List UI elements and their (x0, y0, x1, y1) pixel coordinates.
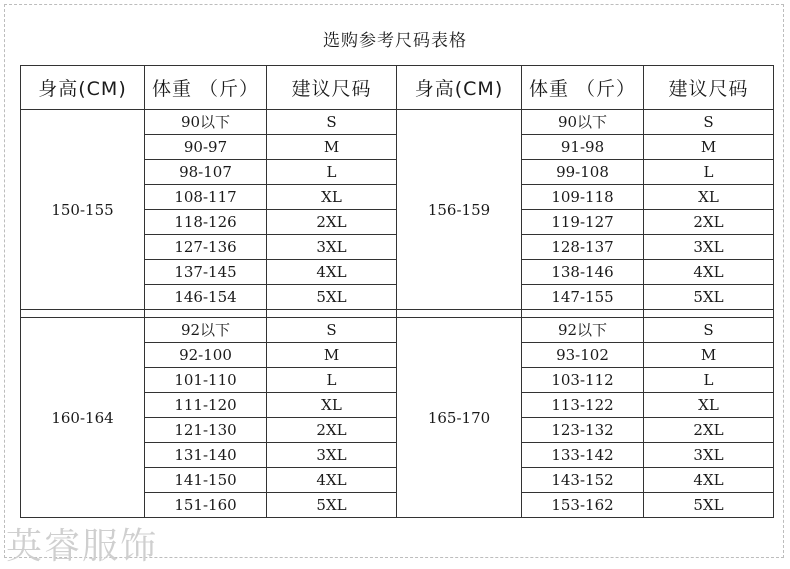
size-left: M (267, 135, 397, 160)
brand-watermark: 英睿服饰 (6, 526, 159, 567)
weight-range-left: 90-97 (145, 135, 267, 160)
size-right: XL (644, 393, 774, 418)
weight-range-left: 131-140 (145, 443, 267, 468)
separator-cell (644, 310, 774, 318)
separator-cell (21, 310, 145, 318)
weight-range-right: 147-155 (522, 285, 644, 310)
weight-range-left: 108-117 (145, 185, 267, 210)
size-right: 4XL (644, 468, 774, 493)
weight-range-left: 92以下 (145, 318, 267, 343)
header-size-left: 建议尺码 (267, 66, 397, 110)
separator-cell (522, 310, 644, 318)
size-right: L (644, 160, 774, 185)
size-left: XL (267, 393, 397, 418)
size-right: 2XL (644, 210, 774, 235)
size-right: XL (644, 185, 774, 210)
weight-range-right: 103-112 (522, 368, 644, 393)
weight-range-right: 133-142 (522, 443, 644, 468)
size-left: S (267, 318, 397, 343)
size-right: S (644, 318, 774, 343)
size-right: S (644, 110, 774, 135)
header-size-right: 建议尺码 (644, 66, 774, 110)
weight-range-left: 121-130 (145, 418, 267, 443)
size-left: L (267, 368, 397, 393)
size-left: 5XL (267, 493, 397, 518)
size-left: 2XL (267, 418, 397, 443)
weight-range-right: 153-162 (522, 493, 644, 518)
size-right: L (644, 368, 774, 393)
height-range-right: 165-170 (397, 318, 522, 518)
weight-range-left: 141-150 (145, 468, 267, 493)
header-height-left: 身高(CM) (21, 66, 145, 110)
size-left: 3XL (267, 443, 397, 468)
size-right: 5XL (644, 493, 774, 518)
table-row (21, 110, 774, 135)
size-right: 2XL (644, 418, 774, 443)
weight-range-left: 146-154 (145, 285, 267, 310)
size-left: 4XL (267, 468, 397, 493)
page-title: 选购参考尺码表格 (323, 31, 467, 51)
size-left: 2XL (267, 210, 397, 235)
size-left: S (267, 110, 397, 135)
size-right: M (644, 135, 774, 160)
table-row (21, 318, 774, 343)
weight-range-right: 99-108 (522, 160, 644, 185)
weight-range-right: 109-118 (522, 185, 644, 210)
header-weight-left: 体重 （斤） (145, 66, 267, 110)
weight-range-right: 123-132 (522, 418, 644, 443)
weight-range-left: 92-100 (145, 343, 267, 368)
weight-range-left: 90以下 (145, 110, 267, 135)
weight-range-right: 119-127 (522, 210, 644, 235)
size-chart-table (20, 65, 774, 518)
size-right: M (644, 343, 774, 368)
size-left: 4XL (267, 260, 397, 285)
header-weight-right: 体重 （斤） (522, 66, 644, 110)
weight-range-right: 91-98 (522, 135, 644, 160)
size-right: 3XL (644, 235, 774, 260)
separator-row (21, 310, 774, 318)
weight-range-left: 127-136 (145, 235, 267, 260)
size-left: XL (267, 185, 397, 210)
separator-cell (145, 310, 267, 318)
size-left: L (267, 160, 397, 185)
weight-range-left: 98-107 (145, 160, 267, 185)
separator-cell (397, 310, 522, 318)
height-range-right: 156-159 (397, 110, 522, 310)
size-right: 5XL (644, 285, 774, 310)
size-left: 5XL (267, 285, 397, 310)
weight-range-right: 93-102 (522, 343, 644, 368)
size-left: M (267, 343, 397, 368)
height-range-left: 160-164 (21, 318, 145, 518)
header-row (21, 66, 774, 110)
separator-cell (267, 310, 397, 318)
size-right: 4XL (644, 260, 774, 285)
header-height-right: 身高(CM) (397, 66, 522, 110)
weight-range-right: 128-137 (522, 235, 644, 260)
weight-range-left: 151-160 (145, 493, 267, 518)
size-left: 3XL (267, 235, 397, 260)
weight-range-left: 101-110 (145, 368, 267, 393)
weight-range-right: 92以下 (522, 318, 644, 343)
weight-range-left: 111-120 (145, 393, 267, 418)
weight-range-right: 143-152 (522, 468, 644, 493)
weight-range-right: 138-146 (522, 260, 644, 285)
weight-range-right: 90以下 (522, 110, 644, 135)
weight-range-left: 118-126 (145, 210, 267, 235)
weight-range-right: 113-122 (522, 393, 644, 418)
height-range-left: 150-155 (21, 110, 145, 310)
size-right: 3XL (644, 443, 774, 468)
weight-range-left: 137-145 (145, 260, 267, 285)
